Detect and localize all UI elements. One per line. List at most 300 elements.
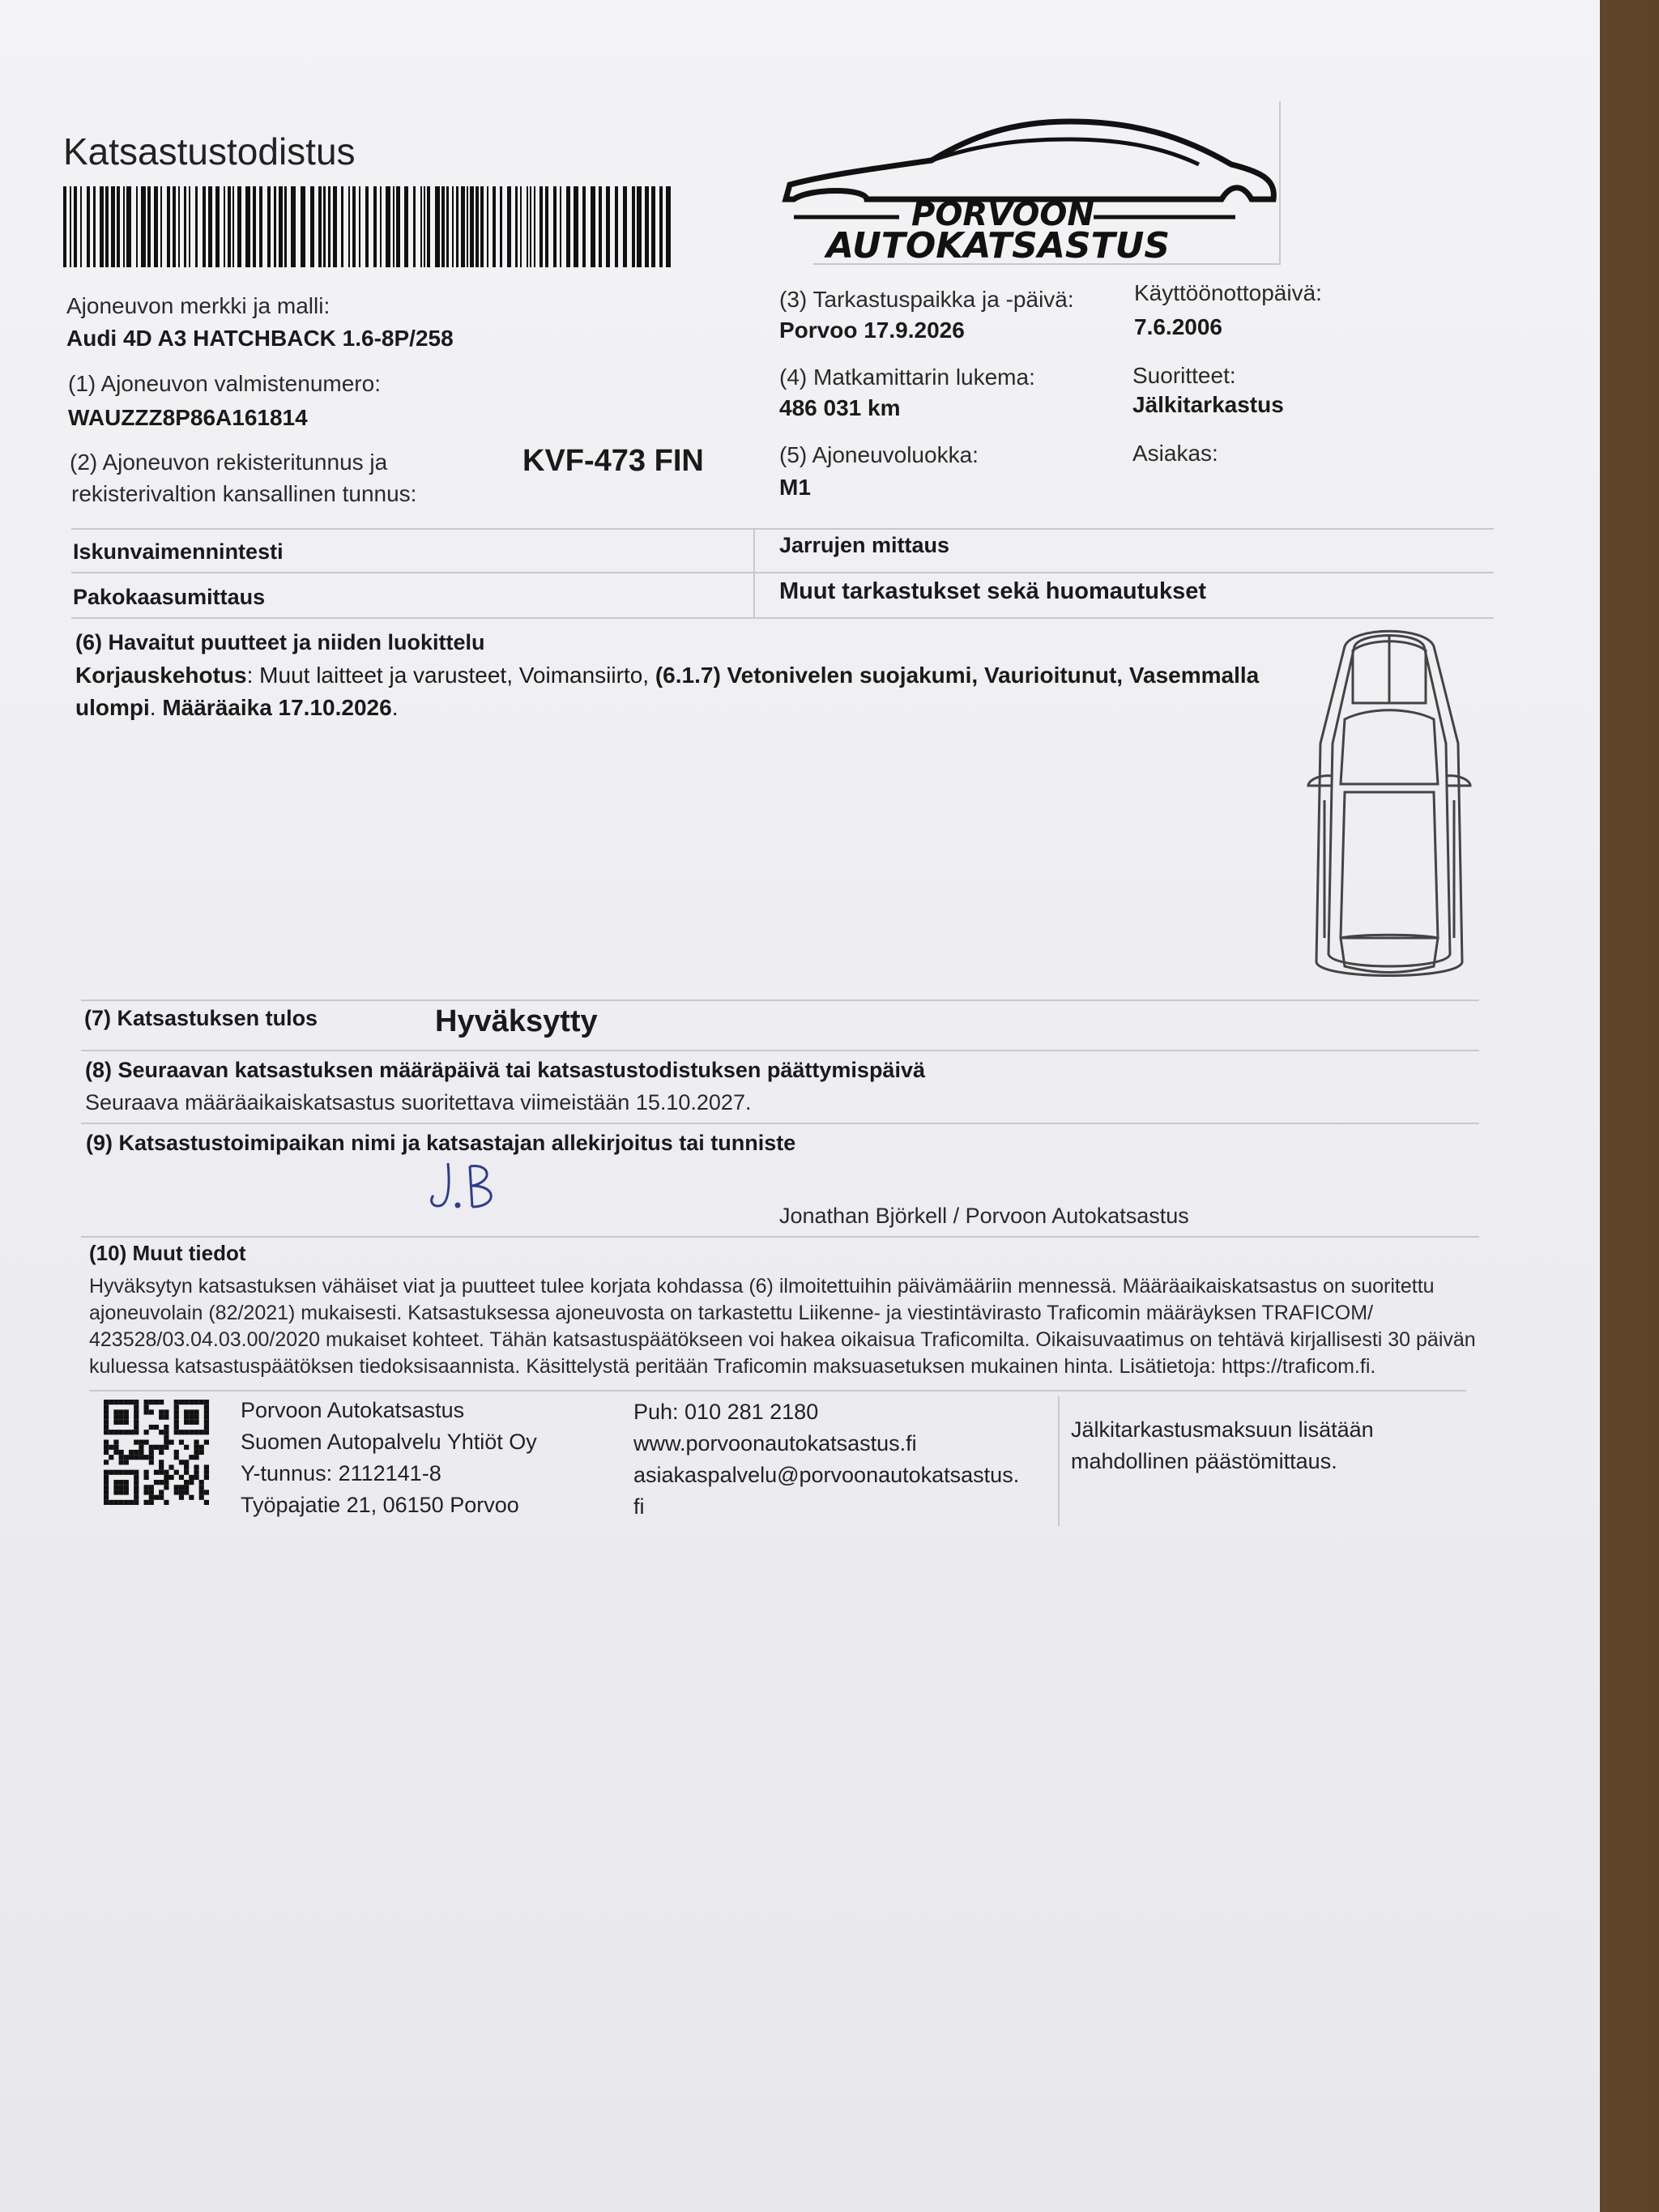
qr-module xyxy=(124,1500,129,1505)
first-use-label: Käyttöönottopäivä: xyxy=(1134,280,1322,305)
qr-module xyxy=(194,1409,198,1414)
barcode-bar xyxy=(154,186,158,267)
qr-module xyxy=(184,1400,189,1404)
barcode-bar xyxy=(435,186,440,267)
qr-module xyxy=(164,1415,168,1420)
qr-module xyxy=(144,1404,149,1409)
company-name: Porvoon Autokatsastus xyxy=(241,1398,465,1422)
barcode-bar xyxy=(232,186,234,267)
qr-module xyxy=(113,1480,118,1485)
vehicle-class-label: (5) Ajoneuvoluokka: xyxy=(779,442,979,467)
qr-module xyxy=(164,1445,168,1450)
next-inspection-label: (8) Seuraavan katsastuksen määräpäivä tai katsastustodistuksen päättymispäivä xyxy=(85,1058,925,1082)
barcode-bar xyxy=(553,186,557,267)
divider xyxy=(81,1123,1479,1124)
barcode-bar xyxy=(203,186,206,267)
barcode-bar xyxy=(100,186,104,267)
qr-module xyxy=(204,1440,209,1445)
qr-module xyxy=(124,1480,129,1485)
qr-module xyxy=(199,1485,204,1490)
qr-module xyxy=(199,1490,204,1494)
qr-module xyxy=(104,1430,109,1434)
qr-module xyxy=(134,1480,139,1485)
divider xyxy=(71,528,1494,530)
qr-module xyxy=(149,1409,154,1414)
qr-module xyxy=(184,1445,189,1450)
qr-module xyxy=(154,1470,159,1475)
qr-module xyxy=(204,1400,209,1404)
qr-module xyxy=(144,1430,149,1434)
car-top-view-diagram xyxy=(1288,614,1491,987)
qr-module xyxy=(119,1400,124,1404)
qr-module xyxy=(204,1404,209,1409)
qr-module xyxy=(174,1404,179,1409)
barcode-bar xyxy=(413,186,416,267)
qr-module xyxy=(139,1440,143,1445)
qr-module xyxy=(134,1500,139,1505)
qr-module xyxy=(199,1495,204,1500)
qr-module xyxy=(154,1425,159,1430)
barcode-bar xyxy=(123,186,125,267)
barcode-bar xyxy=(373,186,377,267)
barcode-bar xyxy=(167,186,170,267)
divider xyxy=(753,528,755,617)
qr-module xyxy=(194,1470,198,1475)
barcode-bar xyxy=(126,186,131,267)
qr-module xyxy=(129,1400,134,1404)
qr-module xyxy=(113,1445,118,1450)
barcode-bar xyxy=(87,186,90,267)
barcode-bar xyxy=(279,186,283,267)
qr-module xyxy=(124,1455,129,1460)
qr-module xyxy=(113,1409,118,1414)
barcode-bar xyxy=(359,186,360,267)
qr-module xyxy=(129,1430,134,1434)
barcode-bar xyxy=(467,186,468,267)
qr-module xyxy=(194,1415,198,1420)
qr-module xyxy=(124,1420,129,1425)
qr-module xyxy=(159,1464,164,1469)
barcode-bar xyxy=(461,186,465,267)
barcode-bar xyxy=(599,186,602,267)
qr-module xyxy=(189,1420,194,1425)
barcode-bar xyxy=(310,186,314,267)
qr-module xyxy=(204,1430,209,1434)
qr-module xyxy=(109,1500,113,1505)
performed-label: Suoritteet: xyxy=(1132,363,1236,388)
barcode-bar xyxy=(480,186,484,267)
qr-module xyxy=(124,1460,129,1464)
barcode-bar xyxy=(318,186,322,267)
other-info-line: Hyväksytyn katsastuksen vähäiset viat ja puutteet tulee korjata kohdassa (6) ilmoitettuihin päivämääriin mennessä. Määräaikaiskatsastus on suoritettu xyxy=(89,1275,1435,1298)
qr-module xyxy=(194,1450,198,1455)
barcode-bar xyxy=(470,186,474,267)
qr-module xyxy=(204,1415,209,1420)
qr-module xyxy=(149,1460,154,1464)
noise-test-label: Iskunvaimennintesti xyxy=(73,539,284,564)
qr-module xyxy=(174,1490,179,1494)
qr-module xyxy=(134,1490,139,1494)
qr-module xyxy=(119,1485,124,1490)
logo-text-porvoon: PORVOON xyxy=(911,196,1094,233)
qr-module xyxy=(119,1409,124,1414)
registration-label-line2: rekisterivaltion kansallinen tunnus: xyxy=(71,481,417,506)
qr-module xyxy=(194,1475,198,1480)
barcode-bar xyxy=(534,186,535,267)
qr-module xyxy=(164,1434,168,1439)
qr-module xyxy=(119,1455,124,1460)
qr-module xyxy=(184,1485,189,1490)
qr-module xyxy=(149,1495,154,1500)
qr-module xyxy=(204,1470,209,1475)
barcode-bar xyxy=(323,186,326,267)
qr-module xyxy=(119,1420,124,1425)
barcode-bar xyxy=(63,186,66,267)
qr-module xyxy=(109,1400,113,1404)
barcode-bar xyxy=(291,186,296,267)
barcode-bar xyxy=(105,186,109,267)
vin-label: (1) Ajoneuvon valmistenumero: xyxy=(68,371,381,396)
qr-module xyxy=(189,1455,194,1460)
email-continued: fi xyxy=(633,1494,645,1519)
qr-module xyxy=(159,1400,164,1404)
qr-module xyxy=(164,1430,168,1434)
qr-module xyxy=(139,1450,143,1455)
divider xyxy=(1058,1396,1060,1526)
qr-module xyxy=(179,1475,184,1480)
qr-module xyxy=(124,1490,129,1494)
qr-module xyxy=(174,1455,179,1460)
qr-module xyxy=(184,1415,189,1420)
barcode-bar xyxy=(507,186,511,267)
barcode-bar xyxy=(215,186,220,267)
barcode-bar xyxy=(284,186,287,267)
qr-module xyxy=(204,1420,209,1425)
qr-module xyxy=(164,1409,168,1414)
barcode-bar xyxy=(393,186,394,267)
qr-module xyxy=(189,1409,194,1414)
qr-module xyxy=(144,1409,149,1414)
qr-module xyxy=(174,1450,179,1455)
qr-module xyxy=(199,1400,204,1404)
qr-module xyxy=(134,1450,139,1455)
brake-test-label: Jarrujen mittaus xyxy=(779,533,950,557)
qr-module xyxy=(184,1464,189,1469)
barcode-bar xyxy=(520,186,522,267)
qr-module xyxy=(104,1485,109,1490)
barcode-bar xyxy=(195,186,198,267)
qr-module xyxy=(159,1490,164,1494)
barcode-bar xyxy=(500,186,502,267)
company-group: Suomen Autopalvelu Yhtiöt Oy xyxy=(241,1430,537,1454)
vin-value: WAUZZZ8P86A161814 xyxy=(68,405,308,430)
other-checks-label: Muut tarkastukset sekä huomautukset xyxy=(779,578,1206,604)
barcode-bar xyxy=(274,186,276,267)
qr-module xyxy=(139,1445,143,1450)
qr-module xyxy=(164,1425,168,1430)
qr-module xyxy=(174,1470,179,1475)
qr-module xyxy=(184,1480,189,1485)
qr-module xyxy=(129,1450,134,1455)
qr-module xyxy=(134,1404,139,1409)
qr-module xyxy=(104,1440,109,1445)
defect-deadline: Määräaika 17.10.2026 xyxy=(162,695,392,720)
other-info-label: (10) Muut tiedot xyxy=(89,1241,246,1265)
qr-module xyxy=(144,1500,149,1505)
qr-module xyxy=(194,1440,198,1445)
qr-module xyxy=(189,1475,194,1480)
phone: Puh: 010 281 2180 xyxy=(633,1400,819,1424)
qr-module xyxy=(119,1470,124,1475)
email: asiakaspalvelu@porvoonautokatsastus. xyxy=(633,1463,1020,1487)
qr-module xyxy=(139,1455,143,1460)
qr-module xyxy=(144,1455,149,1460)
divider xyxy=(71,572,1494,573)
qr-module xyxy=(204,1425,209,1430)
barcode-bar xyxy=(253,186,256,267)
qr-module xyxy=(104,1445,109,1450)
qr-module xyxy=(149,1445,154,1450)
signature-label: (9) Katsastustoimipaikan nimi ja katsastajan allekirjoitus tai tunniste xyxy=(86,1131,796,1155)
other-info-line: kuluessa katsastuspäätöksen tiedoksisaannista. Käsittelystä peritään Traficomin maksuasetuksen mukainen hinta. Lisätietoja: https://traficom.fi. xyxy=(89,1355,1376,1378)
qr-module xyxy=(204,1464,209,1469)
defect-type: Korjauskehotus xyxy=(75,663,247,688)
barcode-bar xyxy=(623,186,627,267)
barcode-bar xyxy=(208,186,212,267)
document-title: Katsastustodistus xyxy=(63,130,356,173)
qr-module xyxy=(149,1425,154,1430)
qr-module xyxy=(174,1485,179,1490)
barcode-bar xyxy=(515,186,518,267)
defects-heading: (6) Havaitut puutteet ja niiden luokittelu xyxy=(75,630,485,654)
other-info-line: ajoneuvolain (82/2021) mukaisesti. Katsastuksessa ajoneuvosta on tarkastettu Liikenne- ja viestintävirasto Traficomin määräyksen TRAFICOM/ xyxy=(89,1302,1374,1324)
defects-text: Korjauskehotus: Muut laitteet ja varusteet, Voimansiirto, (6.1.7) Vetonivelen suojakumi, Vaurioitunut, Vasemmalla ulompi. Määräaika 17.10.2026. xyxy=(75,663,1260,720)
barcode-bar xyxy=(441,186,445,267)
defect-location: ulompi xyxy=(75,695,150,720)
qr-module xyxy=(104,1400,109,1404)
qr-module xyxy=(134,1485,139,1490)
barcode-bar xyxy=(545,186,548,267)
qr-module xyxy=(184,1490,189,1494)
qr-module xyxy=(159,1480,164,1485)
barcode-bar xyxy=(341,186,343,267)
qr-module xyxy=(159,1495,164,1500)
qr-module xyxy=(104,1415,109,1420)
qr-module xyxy=(113,1440,118,1445)
company-address: Työpajatie 21, 06150 Porvoo xyxy=(241,1493,519,1517)
qr-module xyxy=(189,1495,194,1500)
qr-module xyxy=(189,1415,194,1420)
qr-module xyxy=(113,1400,118,1404)
barcode-bar xyxy=(267,186,271,267)
other-info-line: 423528/03.04.03.00/2020 mukaiset kohteet. Tähän katsastuspäätökseen voi hakea oikaisua Traficomilta. Oikaisuvaatimus on tehtävä kirjallisesti 30 päivän xyxy=(89,1328,1476,1351)
divider xyxy=(81,1050,1479,1051)
qr-module xyxy=(199,1450,204,1455)
barcode-bar xyxy=(237,186,241,267)
barcode-bar xyxy=(301,186,305,267)
barcode-bar xyxy=(173,186,176,267)
qr-module xyxy=(104,1404,109,1409)
qr-module xyxy=(104,1460,109,1464)
qr-module xyxy=(113,1420,118,1425)
divider xyxy=(81,999,1479,1001)
qr-module xyxy=(119,1415,124,1420)
qr-module xyxy=(164,1480,168,1485)
qr-module xyxy=(154,1445,159,1450)
barcode-bar xyxy=(452,186,454,267)
qr-module xyxy=(124,1400,129,1404)
qr-module xyxy=(194,1464,198,1469)
registration-label-line1: (2) Ajoneuvon rekisteritunnus ja xyxy=(70,450,388,475)
qr-module xyxy=(168,1440,173,1445)
company-info xyxy=(241,1395,537,1521)
qr-module xyxy=(204,1490,209,1494)
qr-module xyxy=(134,1495,139,1500)
qr-module xyxy=(154,1495,159,1500)
next-inspection-text: Seuraava määräaikaiskatsastus suoritettava viimeistään 15.10.2027. xyxy=(85,1090,752,1115)
make-model-value: Audi 4D A3 HATCHBACK 1.6-8P/258 xyxy=(66,326,454,351)
qr-module xyxy=(119,1430,124,1434)
website: www.porvoonautokatsastus.fi xyxy=(633,1431,917,1455)
qr-module xyxy=(104,1495,109,1500)
qr-module xyxy=(104,1500,109,1505)
barcode-bar xyxy=(446,186,449,267)
qr-module xyxy=(144,1400,149,1404)
contact-info xyxy=(633,1396,1019,1523)
qr-module xyxy=(109,1470,113,1475)
qr-module xyxy=(124,1430,129,1434)
qr-module xyxy=(144,1440,149,1445)
qr-module xyxy=(134,1440,139,1445)
defect-code-description: (6.1.7) Vetonivelen suojakumi, Vaurioitunut, Vasemmalla xyxy=(655,663,1260,688)
qr-module xyxy=(134,1400,139,1404)
barcode-bar xyxy=(591,186,595,267)
qr-module xyxy=(164,1500,168,1505)
barcode-bar xyxy=(476,186,479,267)
barcode-bar xyxy=(117,186,120,267)
barcode-bar xyxy=(333,186,337,267)
vehicle-class-value: M1 xyxy=(779,475,811,500)
qr-module xyxy=(119,1460,124,1464)
fee-note-line: mahdollinen päästömittaus. xyxy=(1071,1449,1337,1473)
qr-module xyxy=(104,1490,109,1494)
barcode-bar xyxy=(632,186,635,267)
make-model-label: Ajoneuvon merkki ja malli: xyxy=(66,293,331,318)
qr-module xyxy=(184,1420,189,1425)
qr-module xyxy=(104,1409,109,1414)
barcode-bar xyxy=(560,186,561,267)
qr-module xyxy=(109,1445,113,1450)
barcode-bar xyxy=(651,186,655,267)
barcode-bar xyxy=(396,186,400,267)
barcode-bar xyxy=(189,186,190,267)
barcode-bar xyxy=(352,186,356,267)
qr-module xyxy=(159,1460,164,1464)
qr-module xyxy=(199,1480,204,1485)
barcode-bar xyxy=(527,186,528,267)
divider xyxy=(89,1390,1466,1392)
barcode-bar xyxy=(184,186,186,267)
qr-module xyxy=(134,1420,139,1425)
qr-module xyxy=(124,1415,129,1420)
qr-module xyxy=(168,1475,173,1480)
barcode-bar xyxy=(420,186,422,267)
qr-module xyxy=(174,1409,179,1414)
place-date-label: (3) Tarkastuspaikka ja -päivä: xyxy=(779,287,1074,312)
qr-module xyxy=(199,1430,204,1434)
barcode-bar xyxy=(637,186,642,267)
qr-module xyxy=(134,1430,139,1434)
qr-module xyxy=(179,1490,184,1494)
qr-module xyxy=(113,1485,118,1490)
barcode-bar xyxy=(245,186,250,267)
barcode-bar xyxy=(328,186,331,267)
result-label: (7) Katsastuksen tulos xyxy=(84,1006,318,1030)
qr-module xyxy=(124,1485,129,1490)
qr-module xyxy=(104,1470,109,1475)
barcode-bar xyxy=(615,186,618,267)
qr-module xyxy=(189,1400,194,1404)
qr-module xyxy=(144,1490,149,1494)
fee-note xyxy=(1071,1414,1374,1477)
barcode-bar xyxy=(487,186,488,267)
qr-module xyxy=(164,1440,168,1445)
barcode-bar xyxy=(574,186,578,267)
barcode xyxy=(63,186,677,267)
qr-module xyxy=(194,1445,198,1450)
qr-module xyxy=(194,1400,198,1404)
qr-module xyxy=(184,1460,189,1464)
qr-module xyxy=(149,1450,154,1455)
qr-module xyxy=(159,1415,164,1420)
company-logo xyxy=(778,104,1280,266)
qr-module xyxy=(174,1420,179,1425)
barcode-bar xyxy=(424,186,425,267)
qr-module xyxy=(104,1420,109,1425)
qr-module xyxy=(109,1430,113,1434)
customer-label: Asiakas: xyxy=(1132,441,1218,466)
qr-module xyxy=(144,1485,149,1490)
qr-module xyxy=(149,1490,154,1494)
defect-categories: : Muut laitteet ja varusteet, Voimansiirto, xyxy=(246,663,655,688)
barcode-bar xyxy=(456,186,458,267)
qr-module xyxy=(134,1470,139,1475)
qr-module xyxy=(154,1400,159,1404)
qr-module xyxy=(179,1460,184,1464)
business-id: Y-tunnus: 2112141-8 xyxy=(241,1461,441,1485)
qr-module xyxy=(149,1400,154,1404)
qr-module xyxy=(134,1415,139,1420)
qr-module xyxy=(104,1480,109,1485)
qr-module xyxy=(204,1409,209,1414)
qr-module xyxy=(184,1430,189,1434)
qr-module xyxy=(189,1430,194,1434)
qr-module xyxy=(104,1475,109,1480)
barcode-bar xyxy=(141,186,146,267)
barcode-bar xyxy=(582,186,586,267)
qr-module xyxy=(119,1490,124,1494)
place-date-value: Porvoo 17.9.2026 xyxy=(779,318,965,343)
qr-module xyxy=(179,1495,184,1500)
qr-module xyxy=(179,1430,184,1434)
barcode-bar xyxy=(80,186,82,267)
barcode-bar xyxy=(404,186,408,267)
qr-module xyxy=(149,1455,154,1460)
barcode-bar xyxy=(70,186,71,267)
qr-module xyxy=(174,1400,179,1404)
qr-module xyxy=(113,1470,118,1475)
qr-module xyxy=(149,1485,154,1490)
